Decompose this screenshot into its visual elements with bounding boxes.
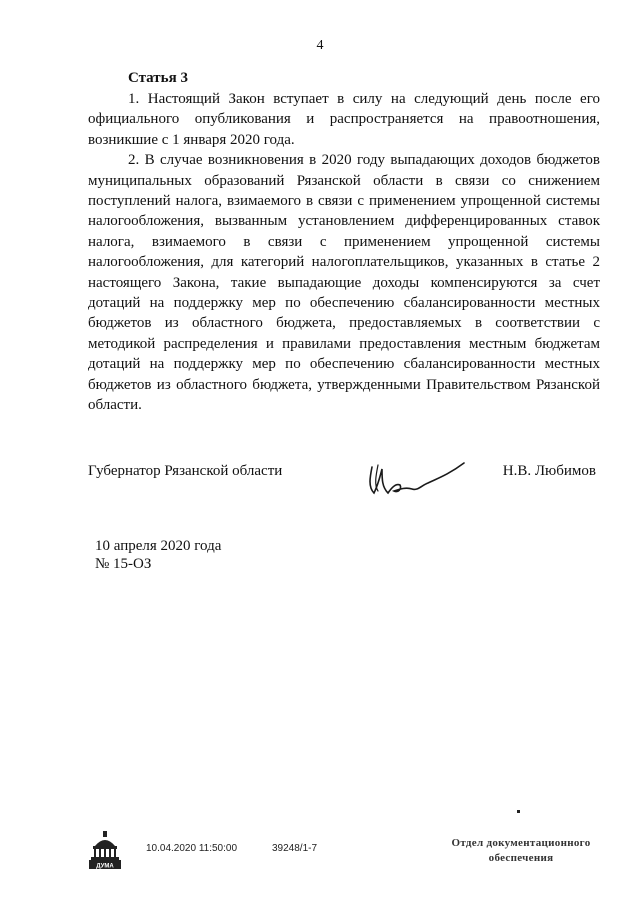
article [88,68,600,416]
handwritten-signature [364,455,474,503]
duma-emblem-icon [88,830,122,870]
article-paragraph-2: 2. В случае возникновения в 2020 году выпадающих доходов бюджетов муниципальных образований Рязанской области в связи со снижением поступлений налога, взимаемого в связи с применением упрощенной системы налогообложения, вызванным установлением дифференцированных ставок налога, взимаемого в связи с применением упрощенной системы налогообложения, для категорий налогоплательщиков, указанных в статье 2 настоящего Закона, такие выпадающие доходы компенсируются за счет дотаций на поддержку мер по обеспечению сбалансированности местных бюджетов из областного бюджета, предоставляемых в соответствии с методикой распределения и правилами предоставления местным бюджетам дотаций на поддержку мер по обеспечению сбалансированности местных бюджетов из областного бюджета, утвержденными Правительством Рязанской области. [88,152,600,414]
department-stamp-line-1: Отдел документационного [451,837,591,849]
stray-mark [517,810,520,813]
law-date-block [95,537,221,573]
law-number: № 15-ОЗ [95,556,152,572]
governor-name: Н.В. Любимов [502,463,596,479]
department-stamp [436,836,606,866]
emblem-text: ДУМА [96,863,114,870]
signature-row [88,455,596,505]
page-number: 4 [316,38,324,53]
footer-doc-id: 39248/1-7 [272,843,318,854]
article-paragraph-1: 1. Настоящий Закон вступает в силу на следующий день после его официального опубликования и распространяется на правоотношения, возникшие с 1 января 2020 года. [88,91,600,148]
article-heading: Статья 3 [128,70,188,86]
law-date: 10 апреля 2020 года [95,538,222,554]
department-stamp-line-2: обеспечения [488,852,554,864]
footer-timestamp: 10.04.2020 11:50:00 [146,843,238,854]
governor-title: Губернатор Рязанской области [88,463,283,479]
